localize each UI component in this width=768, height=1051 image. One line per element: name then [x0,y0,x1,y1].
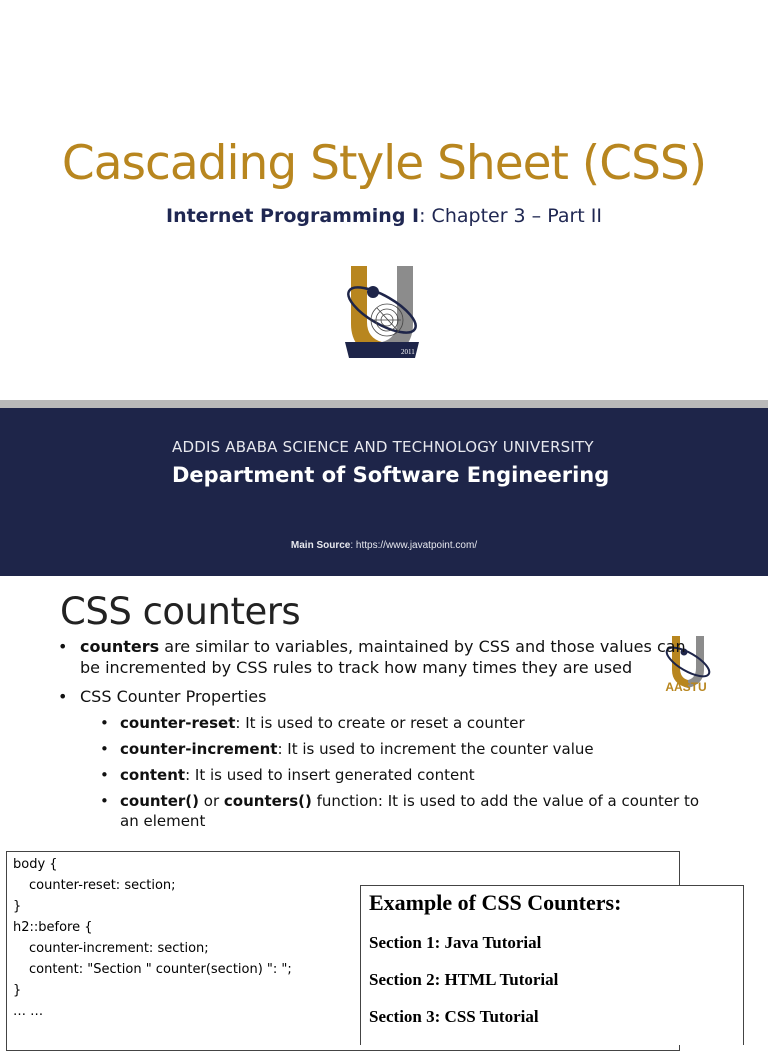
code-line: content: "Section " counter(section) ": "; [29,962,292,977]
university-logo-icon [337,262,427,366]
connector: or [199,792,224,810]
source-label: Main Source [290,540,351,551]
bullet-text: are similar to variables, maintained by CSS and those values can be incremented by CSS rules to track how many times they are used [80,637,686,677]
main-source [0,540,768,551]
desc: : It is used to increment the counter value [277,740,594,758]
example-section: Section 3: CSS Tutorial [369,1007,539,1026]
term-counters: counters [80,637,160,656]
code-line: body { [13,857,58,872]
footer-band [0,400,768,576]
example-heading: Example of CSS Counters: [369,890,622,915]
code-line: } [13,983,22,998]
slide-title: CSS counters [60,590,301,633]
code-line: … … [13,1004,44,1019]
course-name: Internet Programming I [166,205,420,227]
department-name: Department of Software Engineering [172,463,610,487]
code-line: h2::before { [13,920,93,935]
sub-bullet-counter-reset [58,713,708,733]
university-name: ADDIS ABABA SCIENCE AND TECHNOLOGY UNIVERSITY [172,438,594,456]
code-line: } [13,899,22,914]
logo-year: 2011 [401,348,415,356]
source-url[interactable]: : https://www.javatpoint.com/ [350,540,478,551]
code-line: counter-increment: section; [29,941,209,956]
sub-bullet-counter-increment [58,739,708,759]
desc: function: It is used to add the value of a counter to an element [120,792,700,830]
desc: : It is used to insert generated content [185,766,475,784]
example-output [360,885,744,1045]
term: content [120,766,186,784]
chapter-label: : Chapter 3 – Part II [419,205,602,227]
sub-bullet-content [58,765,708,785]
band-divider [0,400,768,408]
term-counters-fn: counters() [223,792,312,810]
example-section: Section 2: HTML Tutorial [369,970,559,989]
sub-bullet-counter-function [58,791,708,831]
term: counter-increment [120,740,278,758]
content-slide [0,576,768,1024]
bullet-properties: • CSS Counter Properties [58,686,708,707]
slide-subtitle [0,205,768,227]
slide-title: Cascading Style Sheet (CSS) [61,136,707,191]
term: counter-reset [120,714,236,732]
bullet-list [58,636,708,831]
term-counter: counter() [120,792,200,810]
code-line: counter-reset: section; [29,878,176,893]
example-section: Section 1: Java Tutorial [369,933,542,952]
desc: : It is used to create or reset a counter [235,714,525,732]
bullet-counters [58,636,708,678]
aastu-logo-text: AASTU [665,680,707,694]
